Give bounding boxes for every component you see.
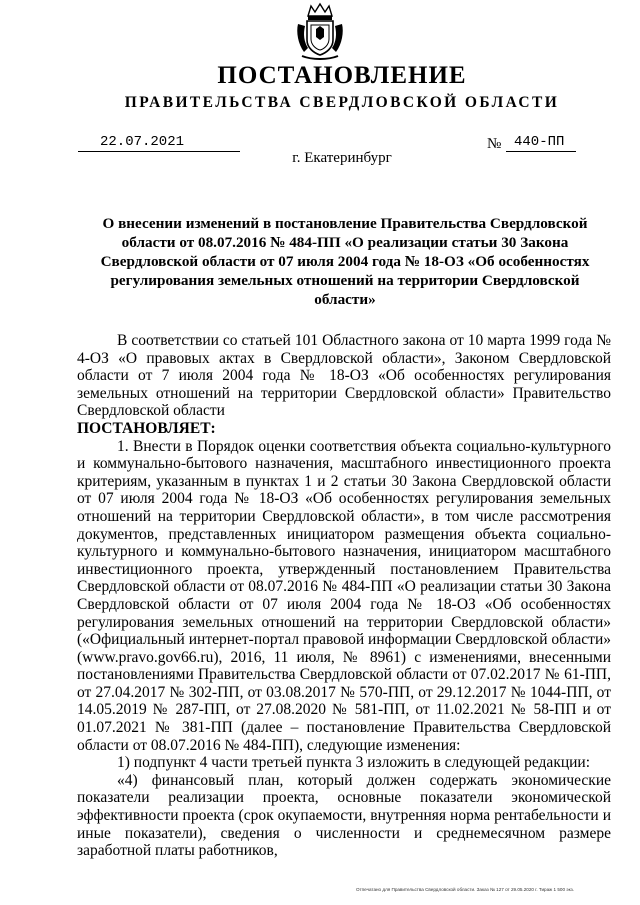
- item-1-paragraph: 1. Внести в Порядок оценки соответствия объекта социально-культурного и коммунально-бытового назначения, масштабного инвестиционного проекта критериям, указанным в пунктах 1 и 2 статьи 30 Закона Свердловской области от 07 июля 2004 года № 18-ОЗ «Об особенностях регулирования земельных отношений на территории Свердловской области», в том числе рассмотрения документов, представленных инициатором размещения объекта социально-культурного и коммунально-бытового назначения, инициатором масштабного инвестиционного проекта, утвержденный постановлением Правительства Свердловской области от 08.07.2016 № 484-ПП «О реализации статьи 30 Закона Свердловской области от 07 июля 2004 года № 18-ОЗ «Об особенностях регулирования земельных отношений на территории Свердловской области» («Официальный интернет-портал правовой информации Свердловской области» (www.pravo.gov66.ru), 2016, 11 июля, № 8961) с изменениями, внесенными постановлениями Правительства Свердловской области от 07.02.2017 № 61-ПП, от 27.04.2017 № 302-ПП, от 03.08.2017 № 570-ПП, от 29.12.2017 № 1044-ПП, от 14.05.2019 № 287-ПП, от 27.08.2020 № 581-ПП, от 11.02.2021 № 58-ПП и от 01.07.2021 № 381-ПП (далее – постановление Правительства Свердловской области от 08.07.2016 № 484-ПП), следующие изменения:: [77, 437, 611, 754]
- quoted-subitem-4-paragraph: «4) финансовый план, который должен содержать экономические показатели реализации проекта, основные показатели экономической эффективности проекта (срок окупаемости, внутренняя норма рентабельности и иные показатели), сведения о численности и среднемесячном размере заработной платы работников,: [77, 771, 611, 860]
- document-number: 440-ПП: [506, 134, 576, 152]
- document-body: [77, 332, 611, 860]
- document-date: 22.07.2021: [78, 134, 240, 152]
- document-type-title: ПОСТАНОВЛЕНИЕ: [217, 62, 467, 89]
- document-subject: О внесении изменений в постановление Правительства Свердловской области от 08.07.2016 № 484-ПП «О реализации статьи 30 Закона Свердловской области от 07 июля 2004 года № 18-ОЗ «Об особенностях регулирования земельных отношений на территории Свердловской области»: [100, 215, 590, 308]
- coat-of-arms-icon: [294, 2, 346, 62]
- decree-heading: ПОСТАНОВЛЯЕТ:: [77, 419, 216, 437]
- number-sign: №: [487, 136, 502, 152]
- preamble-paragraph: В соответствии со статьей 101 Областного закона от 10 марта 1999 года № 4-ОЗ «О правовых актах в Свердловской области», Законом Свердловской области от 7 июля 2004 года № 18-ОЗ «Об особенностях регулирования земельных отношений на территории Свердловской области» Правительство Свердловской области: [77, 332, 611, 420]
- organization-title: ПРАВИТЕЛЬСТВА СВЕРДЛОВСКОЙ ОБЛАСТИ: [124, 94, 560, 111]
- city-name: г. Екатеринбург: [292, 150, 392, 166]
- print-footer: Отпечатано для Правительства Свердловской области. Заказ № 127 от 29.05.2020 г. Тираж 1 500 экз.: [356, 887, 575, 892]
- subitem-1-paragraph: 1) подпункт 4 части третьей пункта 3 изложить в следующей редакции:: [117, 754, 591, 772]
